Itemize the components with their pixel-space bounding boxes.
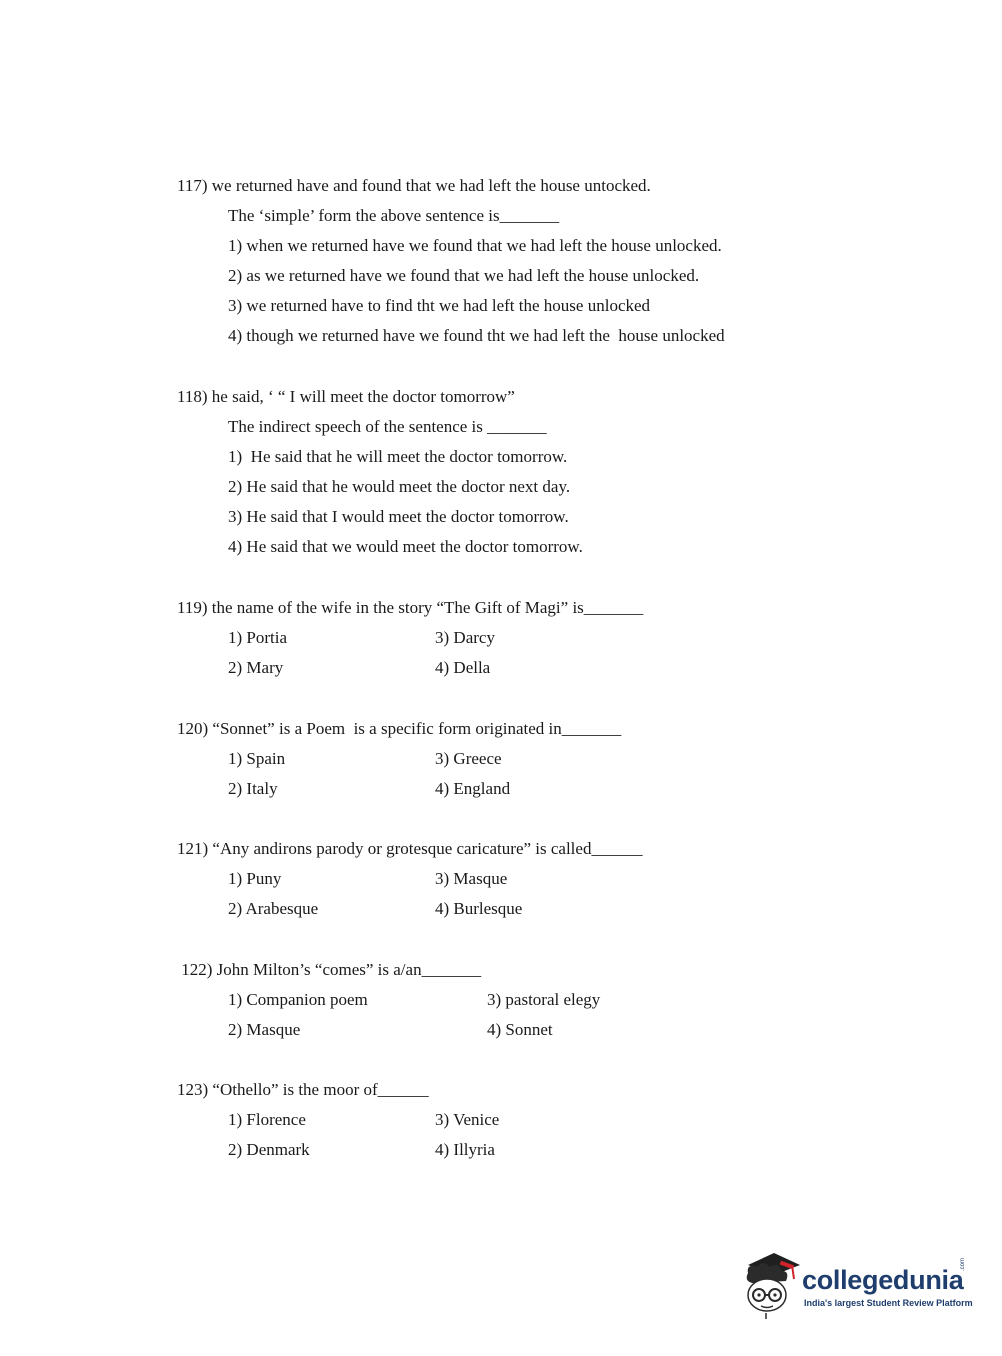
- option: 4) Burlesque: [435, 899, 523, 918]
- question-stem: 118) he said, ‘ “ I will meet the doctor tomorrow”: [177, 387, 515, 406]
- option: 4) Della: [435, 658, 491, 677]
- option: 2) Denmark: [228, 1140, 310, 1159]
- question-stem: 123) “Othello” is the moor of______: [177, 1080, 429, 1099]
- brand-name: collegedunia: [802, 1265, 964, 1295]
- options-grid: [177, 623, 643, 683]
- options-grid: [177, 744, 621, 804]
- option: 4) England: [435, 779, 511, 798]
- option: 1) Puny: [228, 869, 282, 888]
- option: 1) Florence: [228, 1110, 306, 1129]
- question-subprompt: The ‘simple’ form the above sentence is_______: [228, 206, 560, 225]
- brand-tagline: India's largest Student Review Platform: [804, 1298, 973, 1308]
- option: 2) Mary: [228, 658, 284, 677]
- option: 2) Italy: [228, 779, 278, 798]
- question-stem: 121) “Any andirons parody or grotesque caricature” is called______: [177, 839, 643, 858]
- option: 1) Portia: [228, 628, 288, 647]
- question-stem: 122) John Milton’s “comes” is a/an_______: [177, 960, 482, 979]
- option: 2) as we returned have we found that we had left the house unlocked.: [228, 266, 700, 285]
- collegedunia-logo[interactable]: [740, 1245, 973, 1325]
- options-grid: [177, 1105, 500, 1165]
- options-list: [228, 412, 583, 562]
- option: 3) Masque: [435, 869, 508, 888]
- option: 4) Illyria: [435, 1140, 495, 1159]
- question-122: [177, 955, 601, 1045]
- question-stem: 117) we returned have and found that we had left the house untocked.: [177, 176, 651, 195]
- option: 2) Arabesque: [228, 899, 319, 918]
- mascot-icon: [740, 1245, 802, 1325]
- option: 3) Greece: [435, 749, 502, 768]
- option: 1) when we returned have we found that we had left the house unlocked.: [228, 236, 722, 255]
- option: 3) Venice: [435, 1110, 500, 1129]
- option: 4) Sonnet: [487, 1020, 553, 1039]
- question-118: [177, 382, 583, 562]
- question-117: [177, 171, 725, 351]
- question-120: [177, 714, 621, 804]
- option: 1) He said that he will meet the doctor tomorrow.: [228, 447, 568, 466]
- brand-domain-suffix: .com: [960, 1257, 966, 1271]
- option: 3) Darcy: [435, 628, 495, 647]
- option: 1) Spain: [228, 749, 286, 768]
- option: 2) Masque: [228, 1020, 301, 1039]
- question-119: [177, 593, 643, 683]
- option: 3) pastoral elegy: [487, 990, 601, 1009]
- option: 4) though we returned have we found tht we had left the house unlocked: [228, 326, 725, 345]
- question-subprompt: The indirect speech of the sentence is _______: [228, 417, 547, 436]
- option: 3) He said that I would meet the doctor tomorrow.: [228, 507, 569, 526]
- option: 3) we returned have to find tht we had left the house unlocked: [228, 296, 651, 315]
- options-grid: [177, 864, 642, 924]
- options-list: [228, 201, 725, 351]
- option: 2) He said that he would meet the doctor next day.: [228, 477, 571, 496]
- question-stem: 119) the name of the wife in the story “The Gift of Magi” is_______: [177, 598, 644, 617]
- option: 4) He said that we would meet the doctor tomorrow.: [228, 537, 583, 556]
- options-grid: [177, 985, 601, 1045]
- option: 1) Companion poem: [228, 990, 368, 1009]
- question-123: [177, 1075, 500, 1165]
- question-stem: 120) “Sonnet” is a Poem is a specific form originated in_______: [177, 719, 622, 738]
- question-121: [177, 834, 642, 924]
